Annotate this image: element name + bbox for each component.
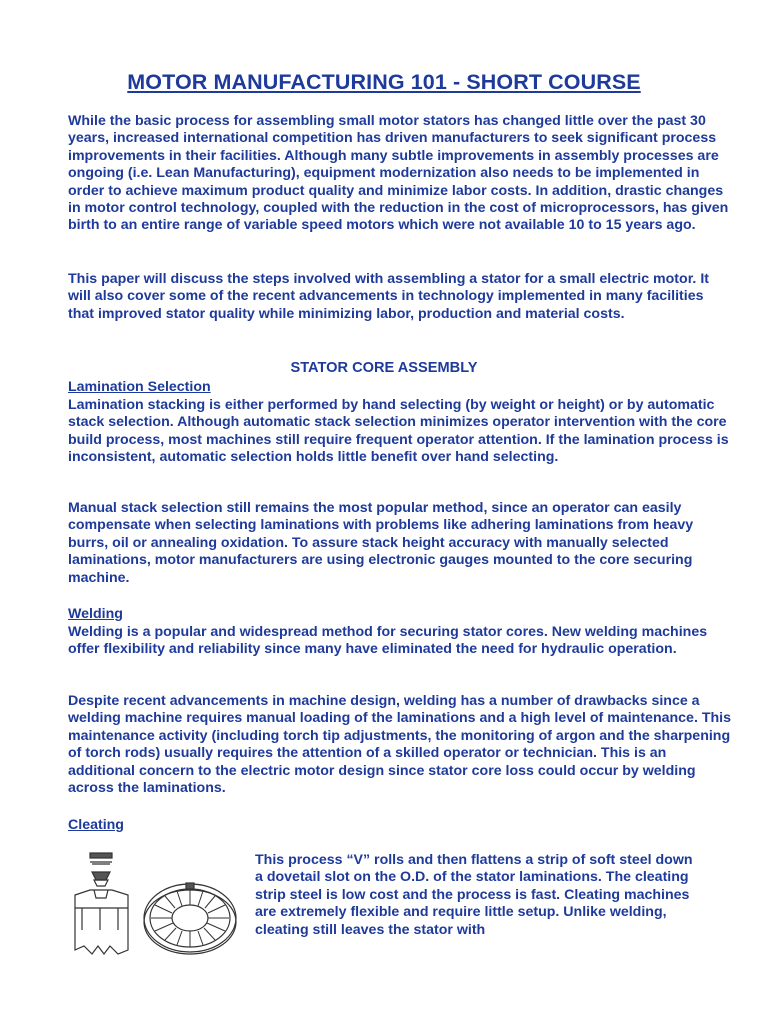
- cleating-heading: Cleating: [68, 817, 124, 833]
- lamination-paragraph-2: Manual stack selection still remains the most popular method, since an operator can easily compensate when selecting laminations with problems like adhering laminations from heavy burrs, oil or annealing oxidation. To assure stack height accuracy with manually selected laminations, motor manufacturers are using electronic gauges mounted to the core securing machine.: [68, 500, 694, 586]
- lamination-paragraph-1: Lamination stacking is either performed by hand selecting (by weight or height) or by automatic stack selection. Although automatic stack selection minimizes operator intervention with the core build process, most machines still require frequent operator attention. If the lamination process is inconsistent, automatic selection holds little benefit over hand selecting.: [68, 397, 729, 466]
- welding-heading: Welding: [68, 606, 123, 622]
- welding-paragraph-1: Welding is a popular and widespread method for securing stator cores. New welding machines offer flexibility and reliability since many have eliminated the need for hydraulic operation.: [68, 624, 708, 658]
- page-title: MOTOR MANUFACTURING 101 - SHORT COURSE: [127, 70, 641, 94]
- intro-paragraph-2: This paper will discuss the steps involved with assembling a stator for a small electric motor. It will also cover some of the recent advancements in technology implemented in many facilities that improved stator quality while minimizing labor, production and material costs.: [68, 271, 709, 322]
- lamination-heading: Lamination Selection: [68, 379, 211, 395]
- section-title: STATOR CORE ASSEMBLY: [290, 360, 478, 376]
- welding-paragraph-2: Despite recent advancements in machine design, welding has a number of drawbacks since a welding machine requires manual loading of the laminations and a high level of maintenance. This maintenance activity (including torch tip adjustments, the monitoring of argon and the sharpening of torch rods) usually requires the attention of a skilled operator or technician. This is an additional concern to the electric motor design since stator core loss could occur by welding across the laminations.: [68, 693, 731, 797]
- intro-paragraph-1: While the basic process for assembling small motor stators has changed little over the past 30 years, increased international competition has driven manufacturers to seek significant process improvements in their facilities. Although many subtle improvements in assembly processes are ongoing (i.e. Lean Manufacturing), equipment modernization also needs to be implemented in order to achieve maximum product quality and minimize labor costs. In addition, drastic changes in motor control technology, coupled with the reduction in the cost of microprocessors, has given birth to an entire range of variable speed motors which were not available 10 to 15 years ago.: [68, 113, 729, 234]
- stator-cleating-illustration-icon: [70, 850, 240, 955]
- cleating-paragraph: This process “V” rolls and then flattens a strip of soft steel down a dovetail slot on the O.D. of the stator laminations. The cleating strip steel is low cost and the process is fast. Cleating machines are extremely flexible and require little setup. Unlike welding, cleating still leaves the stator with: [255, 852, 693, 938]
